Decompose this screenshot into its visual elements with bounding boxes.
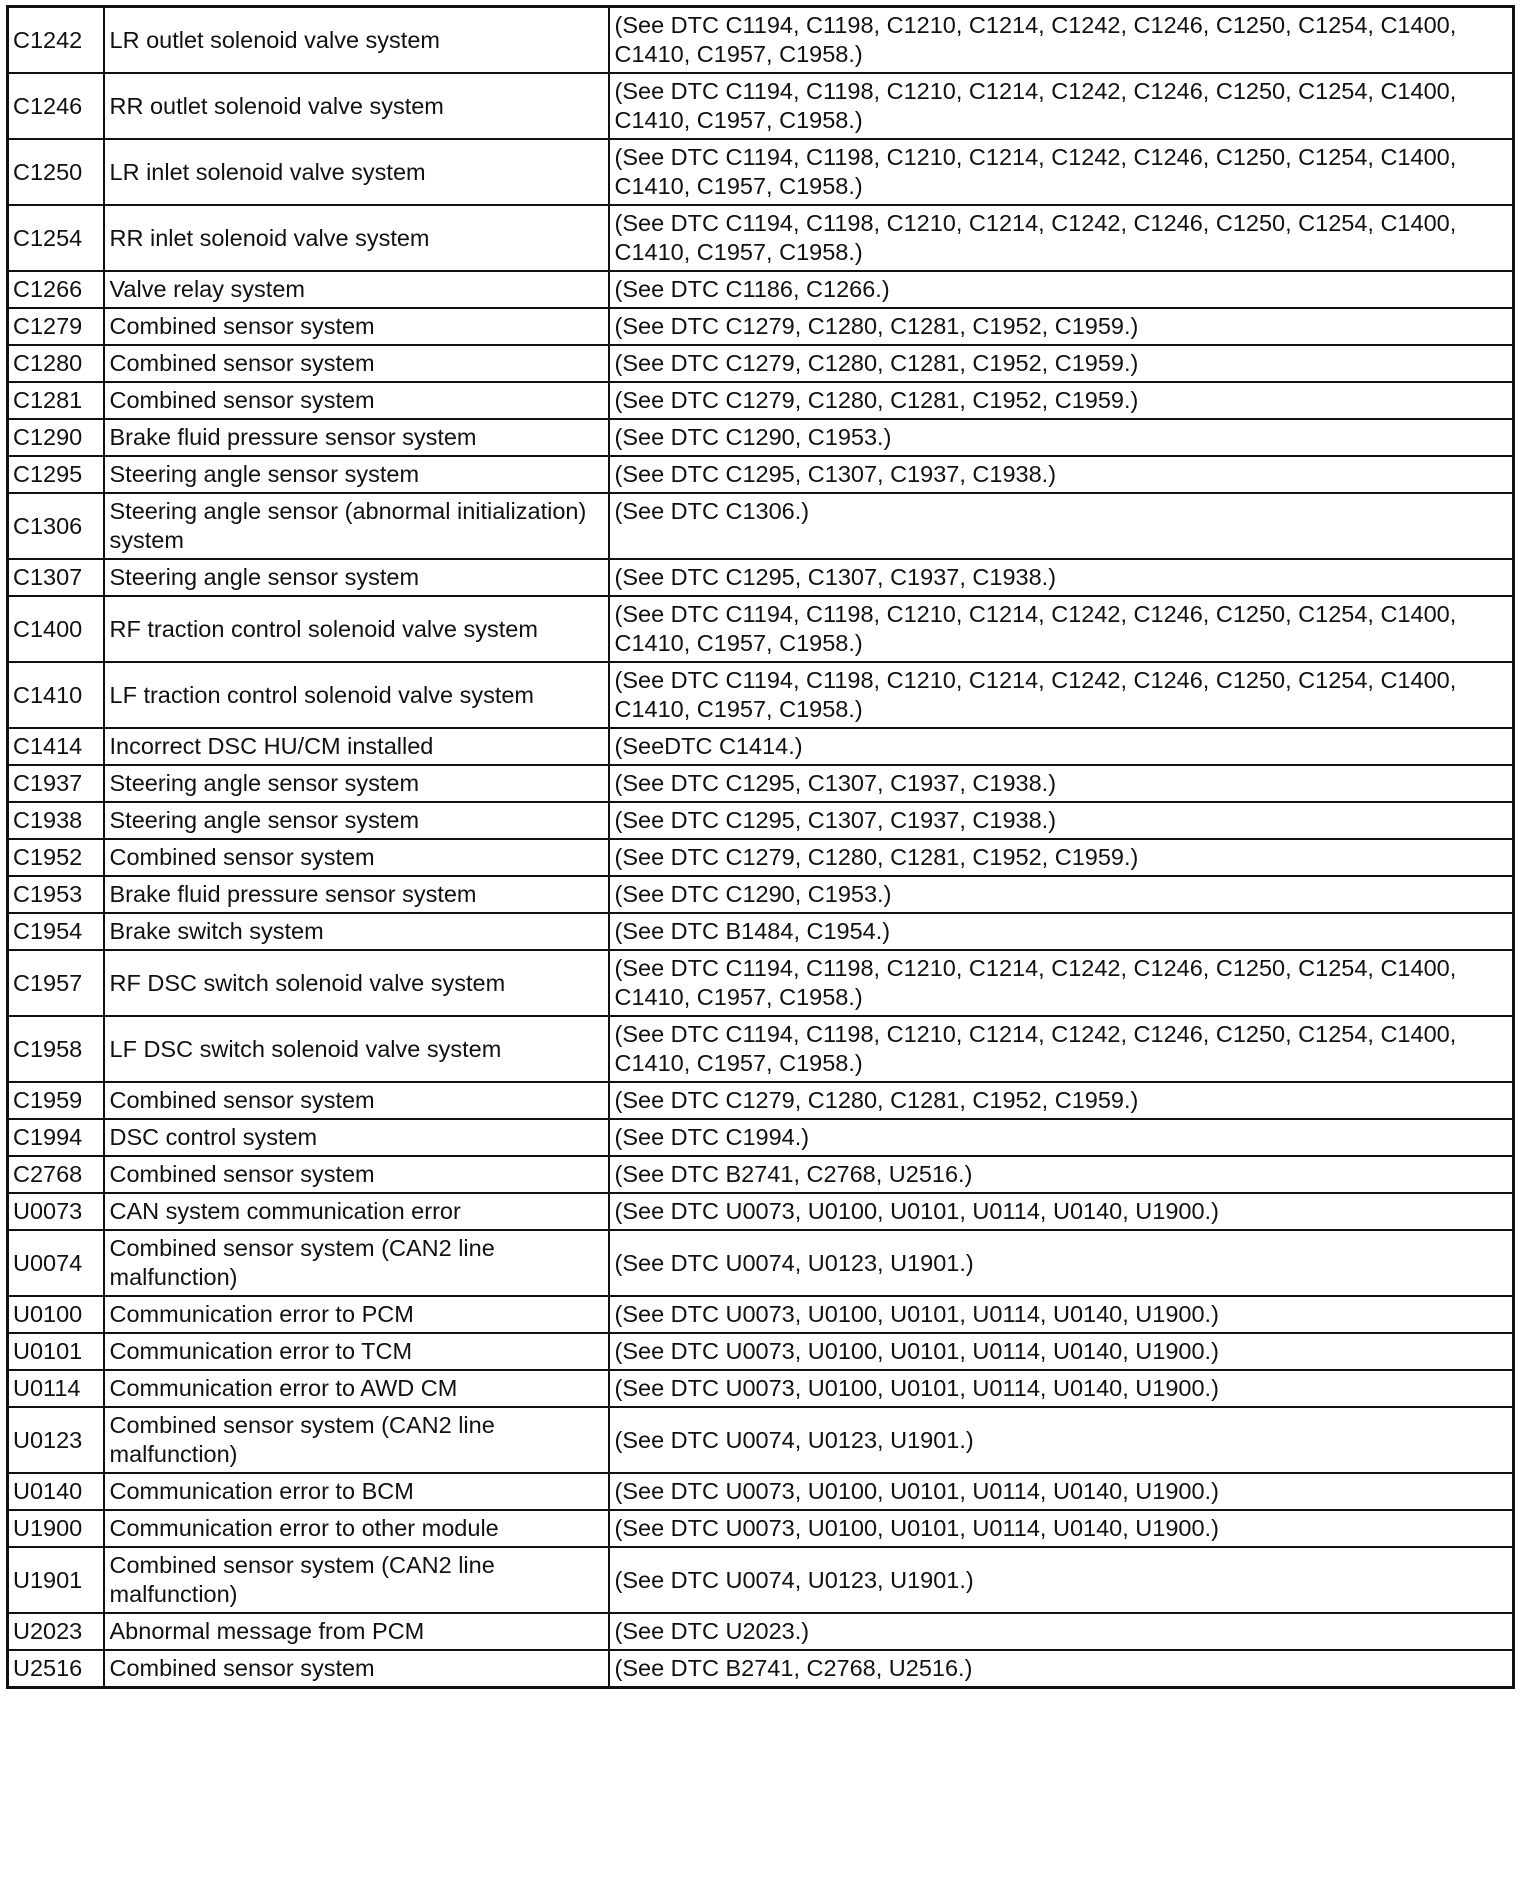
dtc-code-cell: C2768 (8, 1156, 104, 1193)
dtc-reference-cell: (See DTC U0073, U0100, U0101, U0114, U0140, U1900.) (609, 1193, 1514, 1230)
dtc-code-cell: C1957 (8, 950, 104, 1016)
table-row (8, 456, 1514, 493)
dtc-reference-cell: (See DTC C1295, C1307, C1937, C1938.) (609, 559, 1514, 596)
table-row (8, 1407, 1514, 1473)
dtc-reference-cell: (See DTC C1194, C1198, C1210, C1214, C1242, C1246, C1250, C1254, C1400, C1410, C1957, C1958.) (609, 596, 1514, 662)
dtc-code-cell: C1414 (8, 728, 104, 765)
dtc-reference-cell: (See DTC B2741, C2768, U2516.) (609, 1156, 1514, 1193)
dtc-code-cell: C1958 (8, 1016, 104, 1082)
table-row (8, 559, 1514, 596)
dtc-description-cell: Communication error to TCM (104, 1333, 609, 1370)
dtc-reference-cell: (See DTC C1194, C1198, C1210, C1214, C1242, C1246, C1250, C1254, C1400, C1410, C1957, C1958.) (609, 139, 1514, 205)
dtc-reference-cell: (See DTC C1194, C1198, C1210, C1214, C1242, C1246, C1250, C1254, C1400, C1410, C1957, C1958.) (609, 662, 1514, 728)
dtc-reference-cell: (See DTC U0073, U0100, U0101, U0114, U0140, U1900.) (609, 1296, 1514, 1333)
table-row (8, 7, 1514, 74)
table-row (8, 205, 1514, 271)
dtc-reference-cell: (See DTC C1279, C1280, C1281, C1952, C1959.) (609, 345, 1514, 382)
dtc-description-cell: CAN system communication error (104, 1193, 609, 1230)
dtc-description-cell: Combined sensor system (CAN2 line malfunction) (104, 1230, 609, 1296)
dtc-description-cell: LF DSC switch solenoid valve system (104, 1016, 609, 1082)
dtc-reference-cell: (See DTC B1484, C1954.) (609, 913, 1514, 950)
table-row (8, 876, 1514, 913)
table-row (8, 1119, 1514, 1156)
table-row (8, 1156, 1514, 1193)
dtc-code-cell: C1400 (8, 596, 104, 662)
dtc-description-cell: Steering angle sensor system (104, 559, 609, 596)
dtc-reference-cell: (See DTC U0073, U0100, U0101, U0114, U0140, U1900.) (609, 1370, 1514, 1407)
table-row (8, 345, 1514, 382)
dtc-code-cell: C1952 (8, 839, 104, 876)
dtc-reference-cell: (See DTC U0073, U0100, U0101, U0114, U0140, U1900.) (609, 1510, 1514, 1547)
table-row (8, 802, 1514, 839)
dtc-table (6, 5, 1515, 1689)
dtc-description-cell: Brake fluid pressure sensor system (104, 876, 609, 913)
table-row (8, 1230, 1514, 1296)
dtc-reference-cell: (See DTC C1279, C1280, C1281, C1952, C1959.) (609, 1082, 1514, 1119)
dtc-reference-cell: (See DTC C1194, C1198, C1210, C1214, C1242, C1246, C1250, C1254, C1400, C1410, C1957, C1958.) (609, 950, 1514, 1016)
table-row (8, 1510, 1514, 1547)
dtc-code-cell: C1290 (8, 419, 104, 456)
dtc-description-cell: Combined sensor system (CAN2 line malfunction) (104, 1407, 609, 1473)
dtc-description-cell: RR outlet solenoid valve system (104, 73, 609, 139)
dtc-description-cell: Combined sensor system (104, 1650, 609, 1688)
table-row (8, 728, 1514, 765)
dtc-code-cell: U2023 (8, 1613, 104, 1650)
table-row (8, 73, 1514, 139)
table-row (8, 1547, 1514, 1613)
dtc-description-cell: LF traction control solenoid valve system (104, 662, 609, 728)
dtc-code-cell: C1280 (8, 345, 104, 382)
dtc-code-cell: C1953 (8, 876, 104, 913)
dtc-description-cell: Communication error to other module (104, 1510, 609, 1547)
dtc-code-cell: U0114 (8, 1370, 104, 1407)
dtc-description-cell: RF traction control solenoid valve system (104, 596, 609, 662)
table-row (8, 308, 1514, 345)
dtc-code-cell: U1901 (8, 1547, 104, 1613)
dtc-reference-cell: (See DTC U0073, U0100, U0101, U0114, U0140, U1900.) (609, 1333, 1514, 1370)
dtc-reference-cell: (See DTC U0073, U0100, U0101, U0114, U0140, U1900.) (609, 1473, 1514, 1510)
dtc-reference-cell: (See DTC C1306.) (609, 493, 1514, 559)
table-row (8, 913, 1514, 950)
dtc-reference-cell: (See DTC C1295, C1307, C1937, C1938.) (609, 802, 1514, 839)
dtc-code-cell: C1937 (8, 765, 104, 802)
dtc-reference-cell: (See DTC U0074, U0123, U1901.) (609, 1407, 1514, 1473)
dtc-reference-cell: (See DTC C1186, C1266.) (609, 271, 1514, 308)
table-row (8, 839, 1514, 876)
dtc-description-cell: Steering angle sensor (abnormal initialization) system (104, 493, 609, 559)
dtc-description-cell: Communication error to BCM (104, 1473, 609, 1510)
dtc-description-cell: Steering angle sensor system (104, 802, 609, 839)
dtc-reference-cell: (See DTC C1194, C1198, C1210, C1214, C1242, C1246, C1250, C1254, C1400, C1410, C1957, C1958.) (609, 1016, 1514, 1082)
dtc-code-cell: C1306 (8, 493, 104, 559)
dtc-reference-cell: (See DTC C1194, C1198, C1210, C1214, C1242, C1246, C1250, C1254, C1400, C1410, C1957, C1958.) (609, 7, 1514, 74)
dtc-reference-cell: (See DTC C1295, C1307, C1937, C1938.) (609, 765, 1514, 802)
dtc-code-cell: C1250 (8, 139, 104, 205)
dtc-description-cell: RR inlet solenoid valve system (104, 205, 609, 271)
dtc-description-cell: Abnormal message from PCM (104, 1613, 609, 1650)
dtc-description-cell: Communication error to AWD CM (104, 1370, 609, 1407)
dtc-reference-cell: (See DTC C1290, C1953.) (609, 419, 1514, 456)
table-row (8, 1473, 1514, 1510)
dtc-description-cell: Brake fluid pressure sensor system (104, 419, 609, 456)
table-row (8, 1193, 1514, 1230)
dtc-description-cell: Incorrect DSC HU/CM installed (104, 728, 609, 765)
dtc-description-cell: DSC control system (104, 1119, 609, 1156)
dtc-code-cell: U0140 (8, 1473, 104, 1510)
table-row (8, 950, 1514, 1016)
dtc-description-cell: Combined sensor system (104, 308, 609, 345)
dtc-description-cell: Combined sensor system (104, 1082, 609, 1119)
dtc-reference-cell: (See DTC U0074, U0123, U1901.) (609, 1230, 1514, 1296)
table-row (8, 1082, 1514, 1119)
dtc-reference-cell: (See DTC B2741, C2768, U2516.) (609, 1650, 1514, 1688)
dtc-reference-cell: (SeeDTC C1414.) (609, 728, 1514, 765)
dtc-description-cell: Combined sensor system (104, 345, 609, 382)
dtc-code-cell: U2516 (8, 1650, 104, 1688)
dtc-reference-cell: (See DTC C1279, C1280, C1281, C1952, C1959.) (609, 382, 1514, 419)
dtc-reference-cell: (See DTC C1295, C1307, C1937, C1938.) (609, 456, 1514, 493)
table-row (8, 419, 1514, 456)
dtc-description-cell: Combined sensor system (104, 382, 609, 419)
dtc-code-cell: U1900 (8, 1510, 104, 1547)
dtc-code-cell: C1279 (8, 308, 104, 345)
table-row (8, 1650, 1514, 1688)
dtc-code-cell: C1246 (8, 73, 104, 139)
dtc-description-cell: LR inlet solenoid valve system (104, 139, 609, 205)
dtc-description-cell: RF DSC switch solenoid valve system (104, 950, 609, 1016)
dtc-description-cell: Combined sensor system (CAN2 line malfunction) (104, 1547, 609, 1613)
table-row (8, 1370, 1514, 1407)
dtc-reference-cell: (See DTC U2023.) (609, 1613, 1514, 1650)
dtc-reference-cell: (See DTC C1994.) (609, 1119, 1514, 1156)
dtc-description-cell: LR outlet solenoid valve system (104, 7, 609, 74)
dtc-description-cell: Combined sensor system (104, 839, 609, 876)
dtc-description-cell: Combined sensor system (104, 1156, 609, 1193)
table-row (8, 1613, 1514, 1650)
dtc-code-cell: C1938 (8, 802, 104, 839)
dtc-code-cell: U0101 (8, 1333, 104, 1370)
dtc-code-cell: C1295 (8, 456, 104, 493)
dtc-code-cell: C1242 (8, 7, 104, 74)
dtc-code-cell: U0074 (8, 1230, 104, 1296)
dtc-table-body (8, 7, 1514, 1688)
dtc-reference-cell: (See DTC C1194, C1198, C1210, C1214, C1242, C1246, C1250, C1254, C1400, C1410, C1957, C1958.) (609, 205, 1514, 271)
dtc-reference-cell: (See DTC C1279, C1280, C1281, C1952, C1959.) (609, 839, 1514, 876)
dtc-description-cell: Steering angle sensor system (104, 456, 609, 493)
dtc-reference-cell: (See DTC C1194, C1198, C1210, C1214, C1242, C1246, C1250, C1254, C1400, C1410, C1957, C1958.) (609, 73, 1514, 139)
table-row (8, 382, 1514, 419)
dtc-code-cell: C1959 (8, 1082, 104, 1119)
table-row (8, 139, 1514, 205)
table-row (8, 1333, 1514, 1370)
table-row (8, 596, 1514, 662)
dtc-code-cell: U0100 (8, 1296, 104, 1333)
dtc-code-cell: C1266 (8, 271, 104, 308)
dtc-code-cell: C1954 (8, 913, 104, 950)
dtc-code-cell: C1307 (8, 559, 104, 596)
dtc-description-cell: Brake switch system (104, 913, 609, 950)
dtc-code-cell: C1994 (8, 1119, 104, 1156)
dtc-code-cell: C1281 (8, 382, 104, 419)
table-row (8, 493, 1514, 559)
table-row (8, 765, 1514, 802)
dtc-code-cell: U0073 (8, 1193, 104, 1230)
dtc-description-cell: Valve relay system (104, 271, 609, 308)
table-row (8, 271, 1514, 308)
dtc-description-cell: Communication error to PCM (104, 1296, 609, 1333)
table-row (8, 1296, 1514, 1333)
dtc-code-cell: C1254 (8, 205, 104, 271)
dtc-reference-cell: (See DTC U0074, U0123, U1901.) (609, 1547, 1514, 1613)
dtc-description-cell: Steering angle sensor system (104, 765, 609, 802)
table-row (8, 662, 1514, 728)
dtc-reference-cell: (See DTC C1290, C1953.) (609, 876, 1514, 913)
dtc-reference-cell: (See DTC C1279, C1280, C1281, C1952, C1959.) (609, 308, 1514, 345)
dtc-code-cell: U0123 (8, 1407, 104, 1473)
table-row (8, 1016, 1514, 1082)
dtc-code-cell: C1410 (8, 662, 104, 728)
